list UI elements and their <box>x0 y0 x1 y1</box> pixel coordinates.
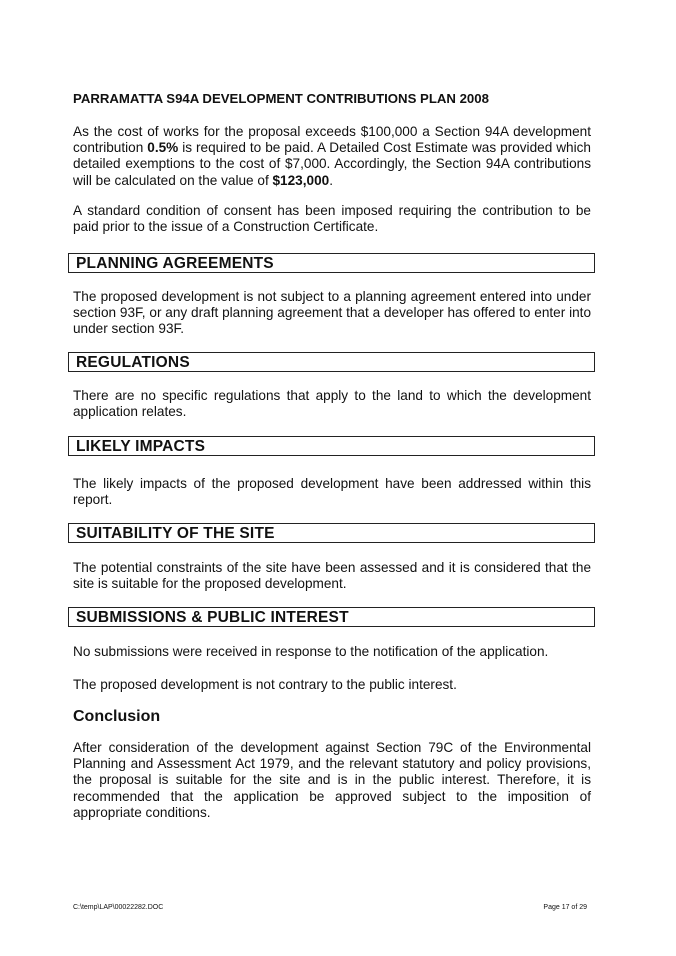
heading-suitability-label: SUITABILITY OF THE SITE <box>76 525 275 542</box>
heading-regulations-label: REGULATIONS <box>76 354 190 371</box>
contributions-text-b: is required to be paid. A Detailed Cost Estimate was provided which detailed exemptions to the cost of $7,000. Accordingly, the Section 94A contributions will be calculated on the value of <box>73 140 591 188</box>
suitability-paragraph: The potential constraints of the site have been assessed and it is considered that the site is suitable for the proposed development. <box>73 560 591 592</box>
contributions-text-a: As the cost of works for the proposal exceeds $100,000 a Section 94A development contribution <box>73 124 591 156</box>
footer-file-path: C:\temp\LAP\00022282.DOC <box>73 904 164 911</box>
heading-regulations <box>68 352 595 372</box>
conclusion-heading: Conclusion <box>73 708 161 725</box>
regulations-paragraph: There are no specific regulations that apply to the land to which the development application relates. <box>73 388 591 420</box>
contributions-paragraph <box>73 124 591 189</box>
contribution-value: $123,000 <box>272 172 330 188</box>
heading-submissions-label: SUBMISSIONS & PUBLIC INTEREST <box>76 609 349 626</box>
heading-likely-impacts-label: LIKELY IMPACTS <box>76 438 206 455</box>
submissions-paragraph: No submissions were received in response to the notification of the application. <box>73 644 549 659</box>
contribution-rate: 0.5% <box>147 140 179 156</box>
footer-page-number: Page 17 of 29 <box>543 904 587 911</box>
contributions-text-c: . <box>329 172 333 188</box>
likely-impacts-paragraph: The likely impacts of the proposed development have been addressed within this report. <box>73 476 591 508</box>
public-interest-paragraph: The proposed development is not contrary to the public interest. <box>73 677 457 692</box>
conclusion-paragraph: After consideration of the development against Section 79C of the Environmental Planning and Assessment Act 1979, and the relevant statutory and policy provisions, the proposal is suitable for the site and is in the public interest. Therefore, it is recommended that the application be approved subject to the imposition of appropriate conditions. <box>73 740 591 820</box>
heading-planning-agreements-label: PLANNING AGREEMENTS <box>76 255 274 272</box>
heading-likely-impacts <box>68 436 595 456</box>
planning-agreements-paragraph: The proposed development is not subject to a planning agreement entered into under section 93F, or any draft planning agreement that a developer has offered to enter into under section 93F. <box>73 289 591 337</box>
heading-planning-agreements <box>68 253 595 273</box>
heading-suitability <box>68 523 595 543</box>
section-title-contributions: PARRAMATTA S94A DEVELOPMENT CONTRIBUTIONS PLAN 2008 <box>73 91 489 106</box>
contributions-condition-paragraph: A standard condition of consent has been imposed requiring the contribution to be paid prior to the issue of a Construction Certificate. <box>73 203 591 235</box>
heading-submissions <box>68 607 595 627</box>
